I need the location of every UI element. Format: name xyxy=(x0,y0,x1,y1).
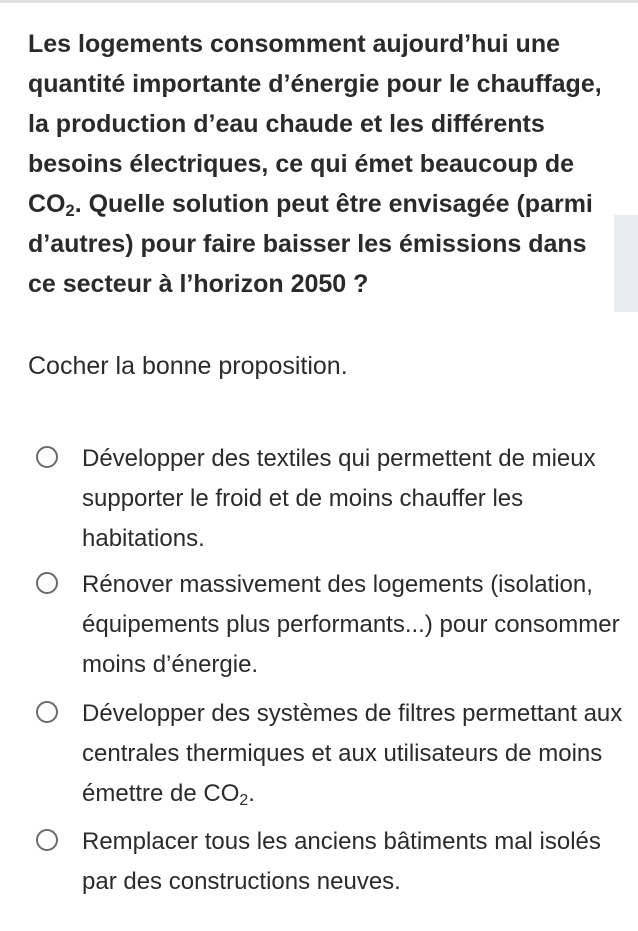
answer-label-1[interactable]: Développer des textiles qui permettent de mieux supporter le froid et de moins chauffer les habitations. xyxy=(82,445,596,552)
instruction-text: Cocher la bonne proposition. xyxy=(28,352,348,380)
answer-label-3[interactable]: Développer des systèmes de filtres permettant aux centrales thermiques et aux utilisateurs de moins émettre de $CO_2$. xyxy=(82,700,623,809)
radio-button-icon[interactable] xyxy=(36,829,58,851)
top-divider xyxy=(0,0,638,3)
radio-button-icon[interactable] xyxy=(36,572,58,594)
co2-formula: $CO_2$ xyxy=(203,780,249,809)
scroll-indicator[interactable] xyxy=(614,215,638,312)
answer-label-4[interactable]: Remplacer tous les anciens bâtiments mal isolés par des constructions neuves. xyxy=(82,828,601,895)
radio-button-icon[interactable] xyxy=(36,701,58,723)
radio-button-icon[interactable] xyxy=(36,446,58,468)
question-text: Les logements consomment aujourd’hui une quantité importante d’énergie pour le chauffage, la production d’eau chaude et les différents besoins électriques, ce qui émet beaucoup de $CO_2$. Quelle solution peut être envisagée (parmi d’autres) pour faire baisser les émissions dans ce secteur à l’horizon 2050 ? xyxy=(28,30,602,298)
co2-formula: $CO_2$ xyxy=(28,190,75,221)
answer-label-2[interactable]: Rénover massivement des logements (isolation, équipements plus performants...) pour consommer moins d’énergie. xyxy=(82,571,620,678)
